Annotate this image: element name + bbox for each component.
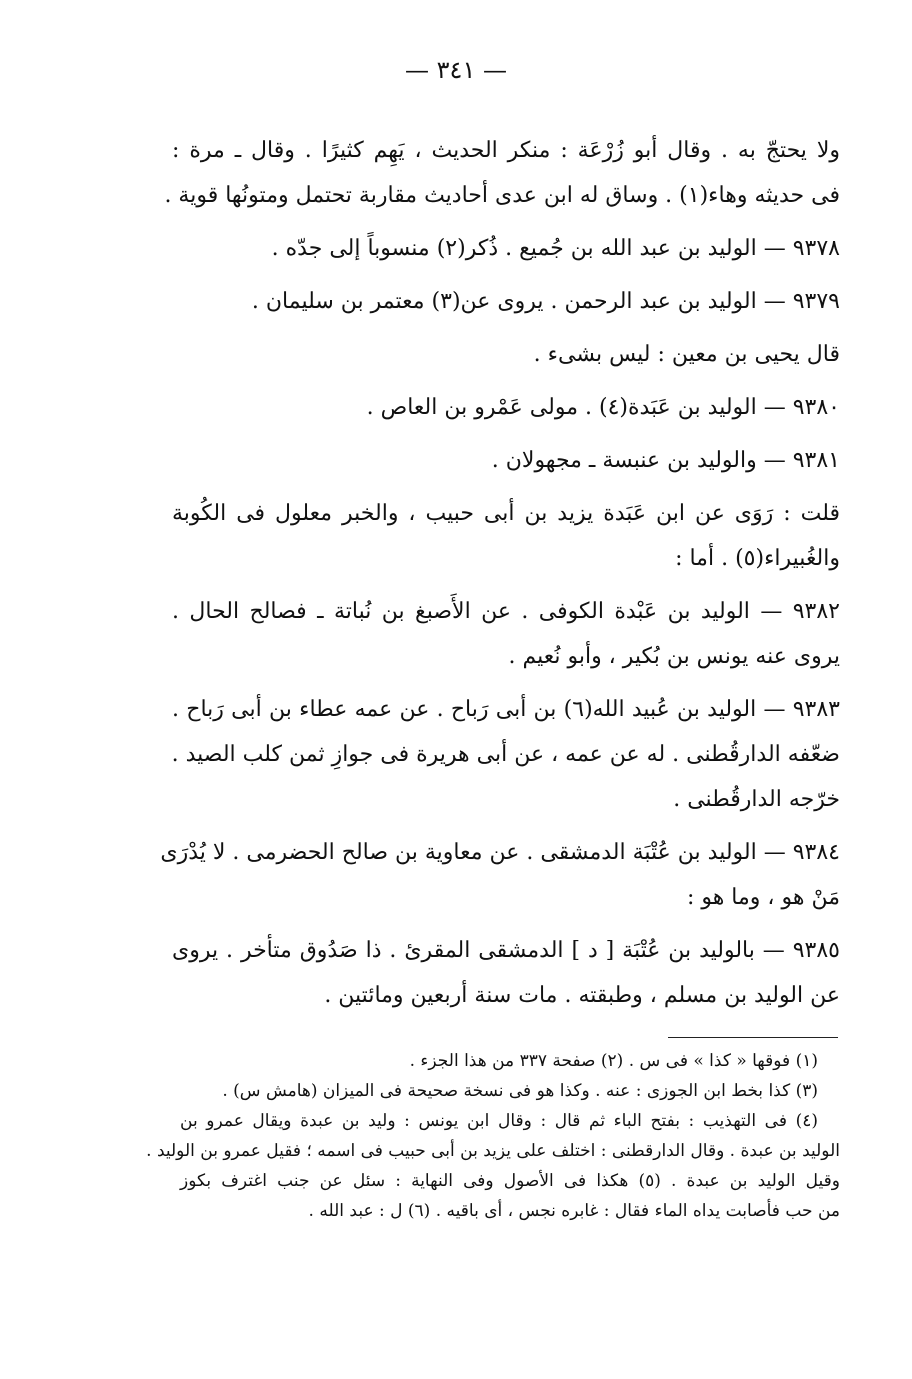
entry-9385: ٩٣٨٥ — بالوليد بن عُتْبَة [ د ] الدمشقى المقرئ . ذا صَدُوق متأخر . يروى bbox=[172, 938, 840, 963]
text-line: فى حديثه وهاء(١) . وساق له ابن عدى أحاديث مقاربة تحتمل ومتونُها قوية . bbox=[164, 183, 840, 208]
footnotes bbox=[146, 1046, 840, 1226]
text-line: قال يحيى بن معين : ليس بشىء . bbox=[533, 342, 840, 367]
text-line: يروى عنه يونس بن بُكير ، وأبو نُعيم . bbox=[508, 644, 840, 669]
entry-9383: ٩٣٨٣ — الوليد بن عُبيد الله(٦) بن أبى رَباح . عن عمه عطاء بن أبى رَباح . bbox=[172, 697, 840, 722]
entry-9382: ٩٣٨٢ — الوليد بن عَبْدة الكوفى . عن الأَصبغ بن نُباتة ـ فصالح الحال . bbox=[172, 599, 840, 624]
footnote-separator bbox=[668, 1037, 838, 1038]
entry-9378: ٩٣٧٨ — الوليد بن عبد الله بن جُميع . ذُكر(٢) منسوباً إلى جدّه . bbox=[271, 236, 840, 261]
text-line: قلت : رَوَى عن ابن عَبَدة يزيد بن أبى حبيب ، والخبر معلول فى الكُوبة bbox=[172, 501, 840, 526]
text-line: ضعّفه الدارقُطنى . له عن عمه ، عن أبى هريرة فى جوازِ ثمن كلب الصيد . bbox=[171, 742, 840, 767]
page-number: — ٣٤١ — bbox=[405, 56, 507, 84]
entry-9379: ٩٣٧٩ — الوليد بن عبد الرحمن . يروى عن(٣) معتمر بن سليمان . bbox=[251, 289, 840, 314]
entry-9380: ٩٣٨٠ — الوليد بن عَبَدة(٤) . مولى عَمْرو بن العاص . bbox=[366, 395, 840, 420]
footnote-line: وقيل الوليد بن عبدة . (٥) هكذا فى الأصول وفى النهاية : سئل عن جنب اغترف بكوز bbox=[180, 1171, 840, 1191]
text-line: مَنْ هو ، وما هو : bbox=[686, 885, 840, 910]
entry-9381: ٩٣٨١ — والوليد بن عنبسة ـ مجهولان . bbox=[491, 448, 840, 473]
text-line: ولا يحتجّ به . وقال أبو زُرْعَة : منكر الحديث ، يَهِم كثيرًا . وقال ـ مرة : bbox=[172, 138, 840, 163]
text-line: خرّجه الدارقُطنى . bbox=[673, 787, 840, 812]
entry-9384: ٩٣٨٤ — الوليد بن عُتْبَة الدمشقى . عن معاوية بن صالح الحضرمى . لا يُدْرَى bbox=[160, 840, 840, 865]
footnote-line: الوليد بن عبدة . وقال الدارقطنى : اختلف على يزيد بن أبى حبيب فى اسمه ؛ فقيل عمرو بن الوليد . bbox=[146, 1141, 840, 1161]
footnote-line: (١) فوقها « كذا » فى س . (٢) صفحة ٣٣٧ من هذا الجزء . bbox=[409, 1051, 818, 1071]
text-line: عن الوليد بن مسلم ، وطبقته . مات سنة أربعين ومائتين . bbox=[324, 983, 840, 1008]
footnote-line: من حب فأصابت يداه الماء فقال : غابره نجس ، أى باقيه . (٦) ل : عبد الله . bbox=[308, 1201, 840, 1221]
text-line: والغُبيراء(٥) . أما : bbox=[675, 546, 840, 571]
main-text bbox=[160, 128, 840, 1018]
footnote-line: (٣) كذا بخط ابن الجوزى : عنه . وكذا هو فى نسخة صحيحة فى الميزان (هامش س) . bbox=[222, 1081, 818, 1101]
footnote-line: (٤) فى التهذيب : بفتح الباء ثم قال : وقال ابن يونس : وليد بن عبدة ويقال عمرو بن bbox=[180, 1111, 818, 1131]
